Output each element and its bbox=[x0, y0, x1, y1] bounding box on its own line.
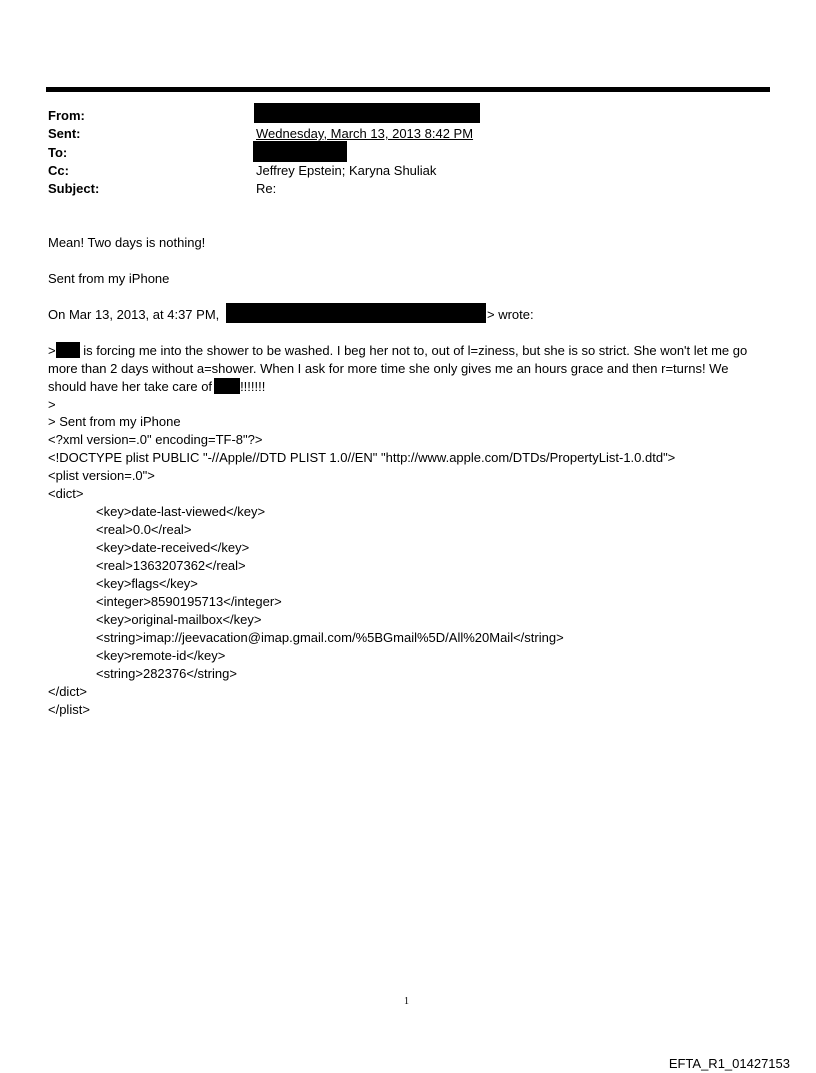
page-number: 1 bbox=[404, 996, 409, 1007]
quoted-paragraph: > is forcing me into the shower to be washed. I beg her not to, out of l=ziness, but she is so strict. She won't let me go more than 2 days without a=shower. When I ask for more time she only gives me an hours grace and then r=turns! We should have her take care of !!!!!!! bbox=[48, 343, 748, 394]
to-label: To: bbox=[48, 145, 68, 160]
quote-intro bbox=[48, 306, 219, 324]
plist-line: <string>imap://jeevacation@imap.gmail.com/%5BGmail%5D/All%20Mail</string> bbox=[96, 630, 564, 645]
plist-line: <key>original-mailbox</key> bbox=[96, 612, 262, 627]
quote-intro-suffix: > wrote: bbox=[487, 307, 534, 322]
sender-redaction bbox=[226, 303, 486, 323]
signature: Sent from my iPhone bbox=[48, 271, 170, 286]
reply-line: Mean! Two days is nothing! bbox=[48, 235, 206, 250]
quoted-blank: > bbox=[48, 397, 56, 412]
subject-value: Re: bbox=[256, 181, 277, 196]
document-id: EFTA_R1_01427153 bbox=[668, 1056, 790, 1071]
cc-value: Jeffrey Epstein; Karyna Shuliak bbox=[256, 163, 437, 178]
header-rule bbox=[46, 87, 770, 92]
plist-line: <key>flags</key> bbox=[96, 576, 198, 591]
subject-label: Subject: bbox=[48, 181, 100, 196]
plist-line: <string>282376</string> bbox=[96, 666, 237, 681]
sent-value: Wednesday, March 13, 2013 8:42 PM bbox=[256, 126, 474, 141]
quote-intro-prefix: On Mar 13, 2013, at 4:37 PM, bbox=[48, 307, 220, 322]
plist-line: <key>date-received</key> bbox=[96, 540, 250, 555]
plist-line: <key>date-last-viewed</key> bbox=[96, 504, 266, 519]
plist-line: <key>remote-id</key> bbox=[96, 648, 226, 663]
name-redaction-1 bbox=[56, 342, 80, 358]
plist-line: </plist> bbox=[48, 702, 90, 717]
quoted-signature: > Sent from my iPhone bbox=[48, 414, 181, 429]
plist-line: <?xml version=.0" encoding=TF-8"?> bbox=[48, 432, 263, 447]
from-redaction bbox=[254, 103, 480, 123]
plist-line: <real>1363207362</real> bbox=[96, 558, 246, 573]
plist-line: <integer>8590195713</integer> bbox=[96, 594, 282, 609]
plist-line: </dict> bbox=[48, 684, 88, 699]
from-label: From: bbox=[48, 108, 85, 123]
plist-line: <!DOCTYPE plist PUBLIC "-//Apple//DTD PLIST 1.0//EN" "http://www.apple.com/DTDs/PropertyList-1.0.dtd"> bbox=[48, 450, 676, 465]
plist-line: <dict> bbox=[48, 486, 84, 501]
plist-line: <real>0.0</real> bbox=[96, 522, 192, 537]
to-redaction bbox=[253, 141, 347, 162]
sent-label: Sent: bbox=[48, 126, 81, 141]
cc-label: Cc: bbox=[48, 163, 69, 178]
name-redaction-2 bbox=[214, 378, 240, 394]
plist-line: <plist version=.0"> bbox=[48, 468, 155, 483]
